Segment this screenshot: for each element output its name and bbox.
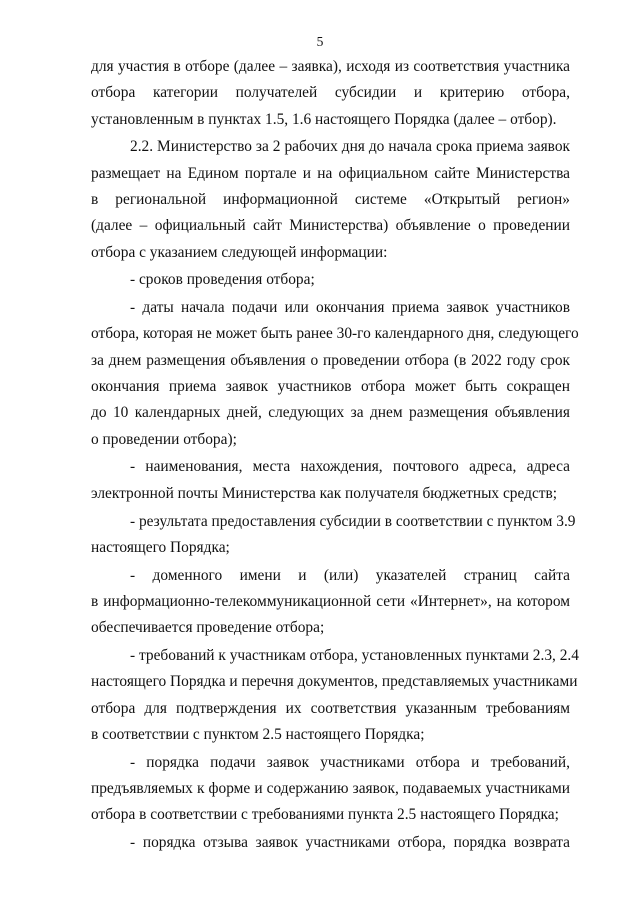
text-line: отбора в соответствии с требованиями пункта 2.5 настоящего Порядка; (91, 806, 559, 824)
document-body (91, 54, 579, 858)
text-line: размещает на Едином портале и на официальном сайте Министерства (91, 164, 570, 182)
paragraph (91, 54, 570, 133)
text-line: до 10 календарных дней, следующих за днем размещения объявления (91, 404, 570, 422)
text-line: отбора с указанием следующей информации: (91, 243, 388, 261)
text-line: (далее – официальный сайт Министерства) объявление о проведении (91, 217, 570, 235)
text-line: - результата предоставления субсидии в соответствии с пунктом 3.9 (130, 512, 576, 530)
text-line: - порядка подачи заявок участниками отбора и требований, (130, 753, 570, 771)
text-line: в соответствии с пунктом 2.5 настоящего Порядка; (91, 725, 425, 743)
paragraph (91, 295, 579, 453)
paragraph (91, 134, 570, 265)
text-line: для участия в отборе (далее – заявка), исходя из соответствия участника (91, 58, 570, 75)
text-line: в региональной информационной системе «Открытый регион» (91, 190, 570, 208)
text-line: окончания приема заявок участников отбора может быть сокращен (91, 378, 570, 396)
paragraph (91, 830, 570, 856)
paragraph (91, 267, 570, 293)
paragraph (91, 509, 576, 562)
text-line: - даты начала подачи или окончания приема заявок участников (130, 299, 570, 317)
text-line: предъявляемых к форме и содержанию заявок, подаваемых участниками (91, 780, 570, 798)
text-line: - сроков проведения отбора; (130, 271, 315, 289)
text-line: - наименования, места нахождения, почтового адреса, адреса (130, 458, 570, 476)
text-line: - требований к участникам отбора, установленных пунктами 2.3, 2.4 (130, 647, 579, 665)
paragraph (91, 750, 570, 829)
text-line: 2.2. Министерство за 2 рабочих дня до начала срока приема заявок (130, 138, 570, 156)
text-line: о проведении отбора); (91, 430, 237, 448)
text-line: - порядка отзыва заявок участниками отбора, порядка возврата (130, 834, 570, 852)
text-line: установленным в пунктах 1.5, 1.6 настоящего Порядка (далее – отбор). (91, 110, 557, 128)
text-line: отбора для подтверждения их соответствия указанным требованиям (91, 699, 570, 717)
text-line: отбора категории получателей субсидии и критерию отбора, (91, 84, 570, 102)
page-number: 5 (316, 34, 324, 49)
text-line: отбора, которая не может быть ранее 30-го календарного дня, следующего (91, 325, 579, 343)
text-line: обеспечивается проведение отбора; (91, 619, 325, 637)
paragraph (91, 454, 570, 507)
paragraph (91, 563, 570, 642)
paragraph (91, 643, 579, 748)
text-line: - доменного имени и (или) указателей страниц сайта (130, 566, 570, 584)
text-line: настоящего Порядка и перечня документов, представляемых участниками (91, 673, 578, 691)
text-line: в информационно-телекоммуникационной сети «Интернет», на котором (91, 592, 570, 610)
text-line: настоящего Порядка; (91, 538, 230, 556)
text-line: электронной почты Министерства как получателя бюджетных средств; (91, 484, 558, 502)
text-line: за днем размещения объявления о проведении отбора (в 2022 году срок (91, 351, 570, 369)
